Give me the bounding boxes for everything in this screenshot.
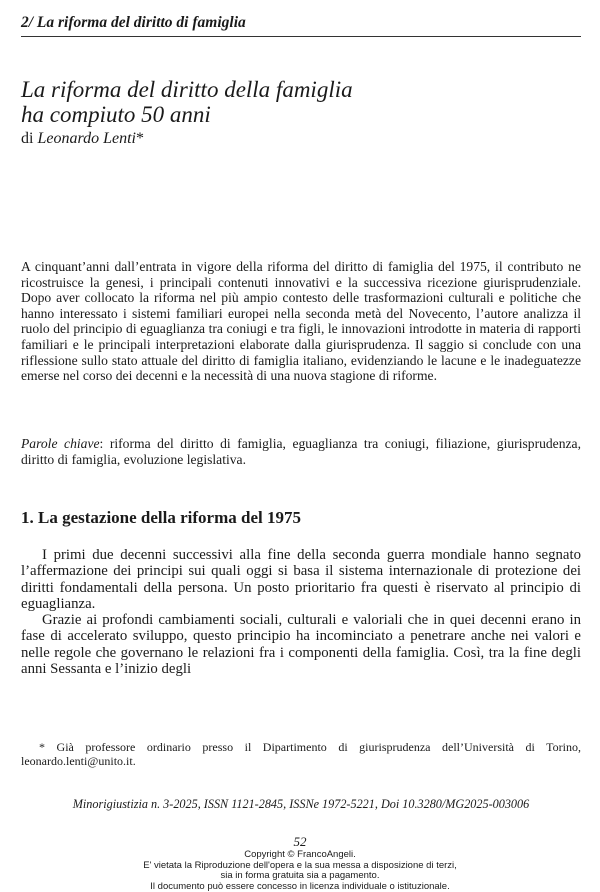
- section-heading: 1. La gestazione della riforma del 1975: [21, 508, 581, 528]
- byline-prefix: di: [21, 130, 33, 147]
- author-footnote-mark: *: [136, 130, 144, 147]
- keywords-text: : riforma del diritto di famiglia, eguaglianza tra coniugi, filiazione, giurisprudenza, diritto di famiglia, evoluzione legislativa.: [21, 436, 581, 467]
- running-header: 2/ La riforma del diritto di famiglia: [21, 14, 581, 37]
- journal-citation: Minorigiustizia n. 3-2025, ISSN 1121-2845, ISSNe 1972-5221, Doi 10.3280/MG2025-003006: [21, 797, 581, 812]
- copyright-line-3: sia in forma gratuita sia a pagamento.: [0, 871, 600, 882]
- author-footnote: * Già professore ordinario presso il Dipartimento di giurisprudenza dell’Università di Torino, leonardo.lenti@unito.it.: [21, 740, 581, 768]
- article-title-line-1: La riforma del diritto della famiglia: [21, 77, 581, 102]
- keywords-label: Parole chiave: [21, 436, 100, 451]
- keywords: [21, 436, 581, 467]
- copyright-line-4: Il documento può essere concesso in licenza individuale o istituzionale.: [0, 882, 600, 892]
- copyright-line-1: Copyright © FrancoAngeli.: [0, 850, 600, 861]
- body-text: [21, 547, 581, 677]
- author-name: Leonardo Lenti: [37, 130, 136, 147]
- article-title: [21, 77, 581, 127]
- body-paragraph-2: Grazie ai profondi cambiamenti sociali, culturali e valoriali che in quei decenni erano in fase di accelerato sviluppo, questo principio ha incominciato a penetrare anche nei valori e nelle regole che governano le relazioni fra i componenti della famiglia. Così, tra la fine degli anni Sessanta e l’inizio degli: [21, 612, 581, 677]
- article-title-line-2: ha compiuto 50 anni: [21, 102, 581, 127]
- abstract: A cinquant’anni dall’entrata in vigore della riforma del diritto di famiglia del 1975, il contributo ne ricostruisce la genesi, i principali contenuti innovativi e la successiva ricezione giurisprudenziale. Dopo aver collocato la riforma nel più ampio contesto delle trasformazioni culturali e politiche che hanno interessato i sistemi familiari europei nella seconda metà del Novecento, l’autore analizza il ruolo del principio di eguaglianza tra coniugi e tra figli, le innovazioni introdotte in materia di rapporti familiari e le principali interpretazioni elaborate dalla giurisprudenza. Il saggio si conclude con una riflessione sullo stato attuale del diritto di famiglia italiano, evidenziando le lacune e le inadeguatezze emerse nel corso dei decenni e la necessità di una nuova stagione di riforme.: [21, 259, 581, 384]
- byline: [21, 130, 144, 148]
- copyright-notice: [0, 850, 600, 892]
- page-number: 52: [0, 834, 600, 850]
- copyright-line-2: E' vietata la Riproduzione dell'opera e la sua messa a disposizione di terzi,: [0, 861, 600, 872]
- body-paragraph-1: I primi due decenni successivi alla fine della seconda guerra mondiale hanno segnato l’affermazione dei principi sui quali oggi si basa il sistema internazionale di protezione dei diritti fondamentali della persona. Un posto prioritario fra questi è riservato al principio di eguaglianza.: [21, 547, 581, 612]
